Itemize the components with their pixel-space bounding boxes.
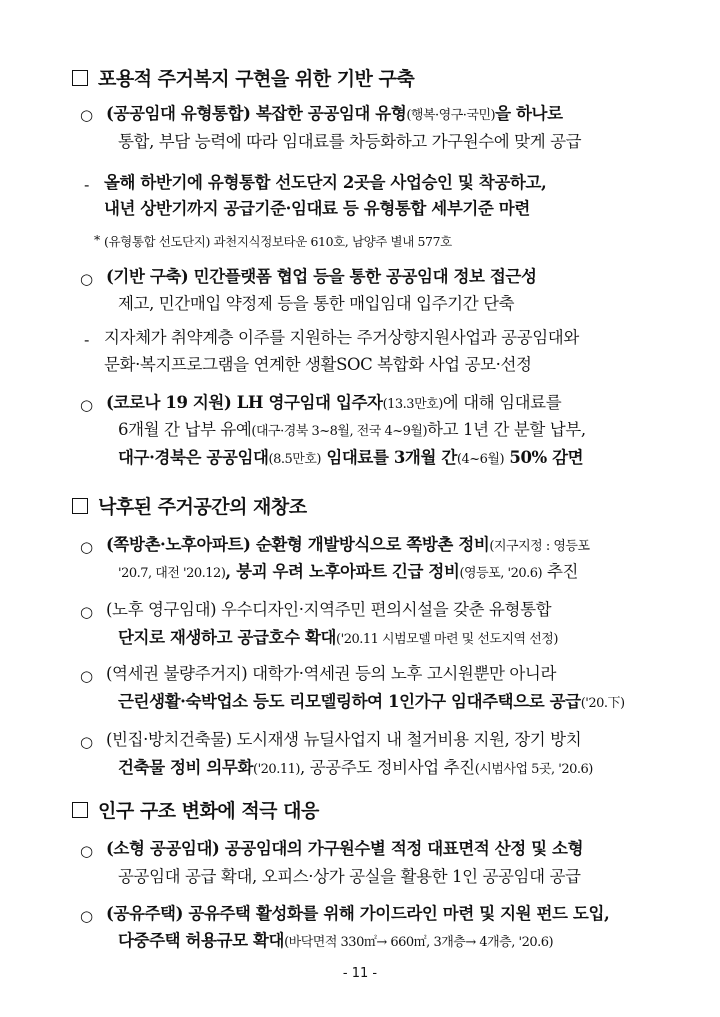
- item-line: (역세권 불량주거지) 대학가·역세권 등의 노후 고시원뿐만 아니라: [106, 664, 557, 683]
- dash-bullet: -: [84, 176, 90, 194]
- checkbox-square-icon: [72, 498, 88, 514]
- circle-bullet: ○: [80, 538, 94, 556]
- item-line: 건축물 정비 의무화('20.11), 공공주도 정비사업 추진(시범사업 5곳, '20.6): [118, 758, 593, 777]
- item-line: 근린생활·숙박업소 등도 리모델링하여 1인가구 임대주택으로 공급('20.下): [118, 692, 625, 711]
- item-line: (공공임대 유형통합) 복잡한 공공임대 유형(행복·영구·국민)을 하나로: [106, 104, 563, 123]
- item-line: 공공임대 공급 확대, 오피스·상가 공실을 활용한 1인 공공임대 공급: [118, 867, 581, 886]
- item-line: 6개월 간 납부 유예(대구·경북 3~8월, 전국 4~9월)하고 1년 간 분할 납부,: [118, 420, 586, 439]
- item-line: 대구·경북은 공공임대(8.5만호) 임대료를 3개월 간(4~6월) 50% 감면: [118, 448, 584, 467]
- checkbox-square-icon: [72, 802, 88, 818]
- item-line: 문화·복지프로그램을 연계한 생활SOC 복합화 사업 공모·선정: [104, 355, 532, 374]
- item-line: (기반 구축) 민간플랫폼 협업 등을 통한 공공임대 정보 접근성: [106, 267, 537, 286]
- item-line: 올해 하반기에 유형통합 선도단지 2곳을 사업승인 및 착공하고,: [104, 173, 547, 192]
- circle-bullet: ○: [80, 270, 94, 288]
- asterisk-bullet: *: [94, 232, 100, 247]
- circle-bullet: ○: [80, 667, 94, 685]
- circle-bullet: ○: [80, 842, 94, 860]
- item-line: (쪽방촌·노후아파트) 순환형 개발방식으로 쪽방촌 정비(지구지정 : 영등포: [106, 535, 590, 554]
- item-line: 제고, 민간매입 약정제 등을 통한 매입임대 입주기간 단축: [118, 294, 515, 313]
- dash-bullet: -: [84, 331, 90, 349]
- item-line: 다중주택 허용규모 확대(바닥면적 330㎡→ 660㎡, 3개층→ 4개층, '20.6): [118, 931, 554, 950]
- item-line: 내년 상반기까지 공급기준·임대료 등 유형통합 세부기준 마련: [104, 199, 530, 218]
- checkbox-square-icon: [72, 70, 88, 86]
- page-number: - 11 -: [342, 966, 378, 981]
- item-line: (빈집·방치건축물) 도시재생 뉴딜사업지 내 철거비용 지원, 장기 방치: [106, 730, 582, 749]
- section-title-2: 낙후된 주거공간의 재창조: [72, 492, 307, 519]
- section-title-1: 포용적 주거복지 구현을 위한 기반 구축: [72, 64, 414, 91]
- circle-bullet: ○: [80, 603, 94, 621]
- item-line: (코로나 19 지원) LH 영구임대 입주자(13.3만호)에 대해 임대료를: [106, 393, 562, 412]
- circle-bullet: ○: [80, 907, 94, 925]
- footnote: (유형통합 선도단지) 과천지식정보타운 610호, 남양주 별내 577호: [104, 234, 452, 249]
- item-line: 지자체가 취약계층 이주를 지원하는 주거상향지원사업과 공공임대와: [104, 328, 579, 347]
- section-title-3: 인구 구조 변화에 적극 대응: [72, 796, 319, 823]
- circle-bullet: ○: [80, 733, 94, 751]
- item-line: '20.7, 대전 '20.12), 붕괴 우려 노후아파트 긴급 정비(영등포, '20.6) 추진: [118, 562, 579, 581]
- circle-bullet: ○: [80, 396, 94, 414]
- item-line: 통합, 부담 능력에 따라 임대료를 차등화하고 가구원수에 맞게 공급: [118, 132, 582, 151]
- item-line: (소형 공공임대) 공공임대의 가구원수별 적정 대표면적 산정 및 소형: [106, 839, 584, 858]
- item-line: 단지로 재생하고 공급호수 확대('20.11 시범모델 마련 및 선도지역 선정): [118, 628, 558, 647]
- item-line: (공유주택) 공유주택 활성화를 위해 가이드라인 마련 및 지원 펀드 도입,: [106, 904, 610, 923]
- item-line: (노후 영구임대) 우수디자인·지역주민 편의시설을 갖춘 유형통합: [106, 600, 552, 619]
- circle-bullet: ○: [80, 106, 94, 124]
